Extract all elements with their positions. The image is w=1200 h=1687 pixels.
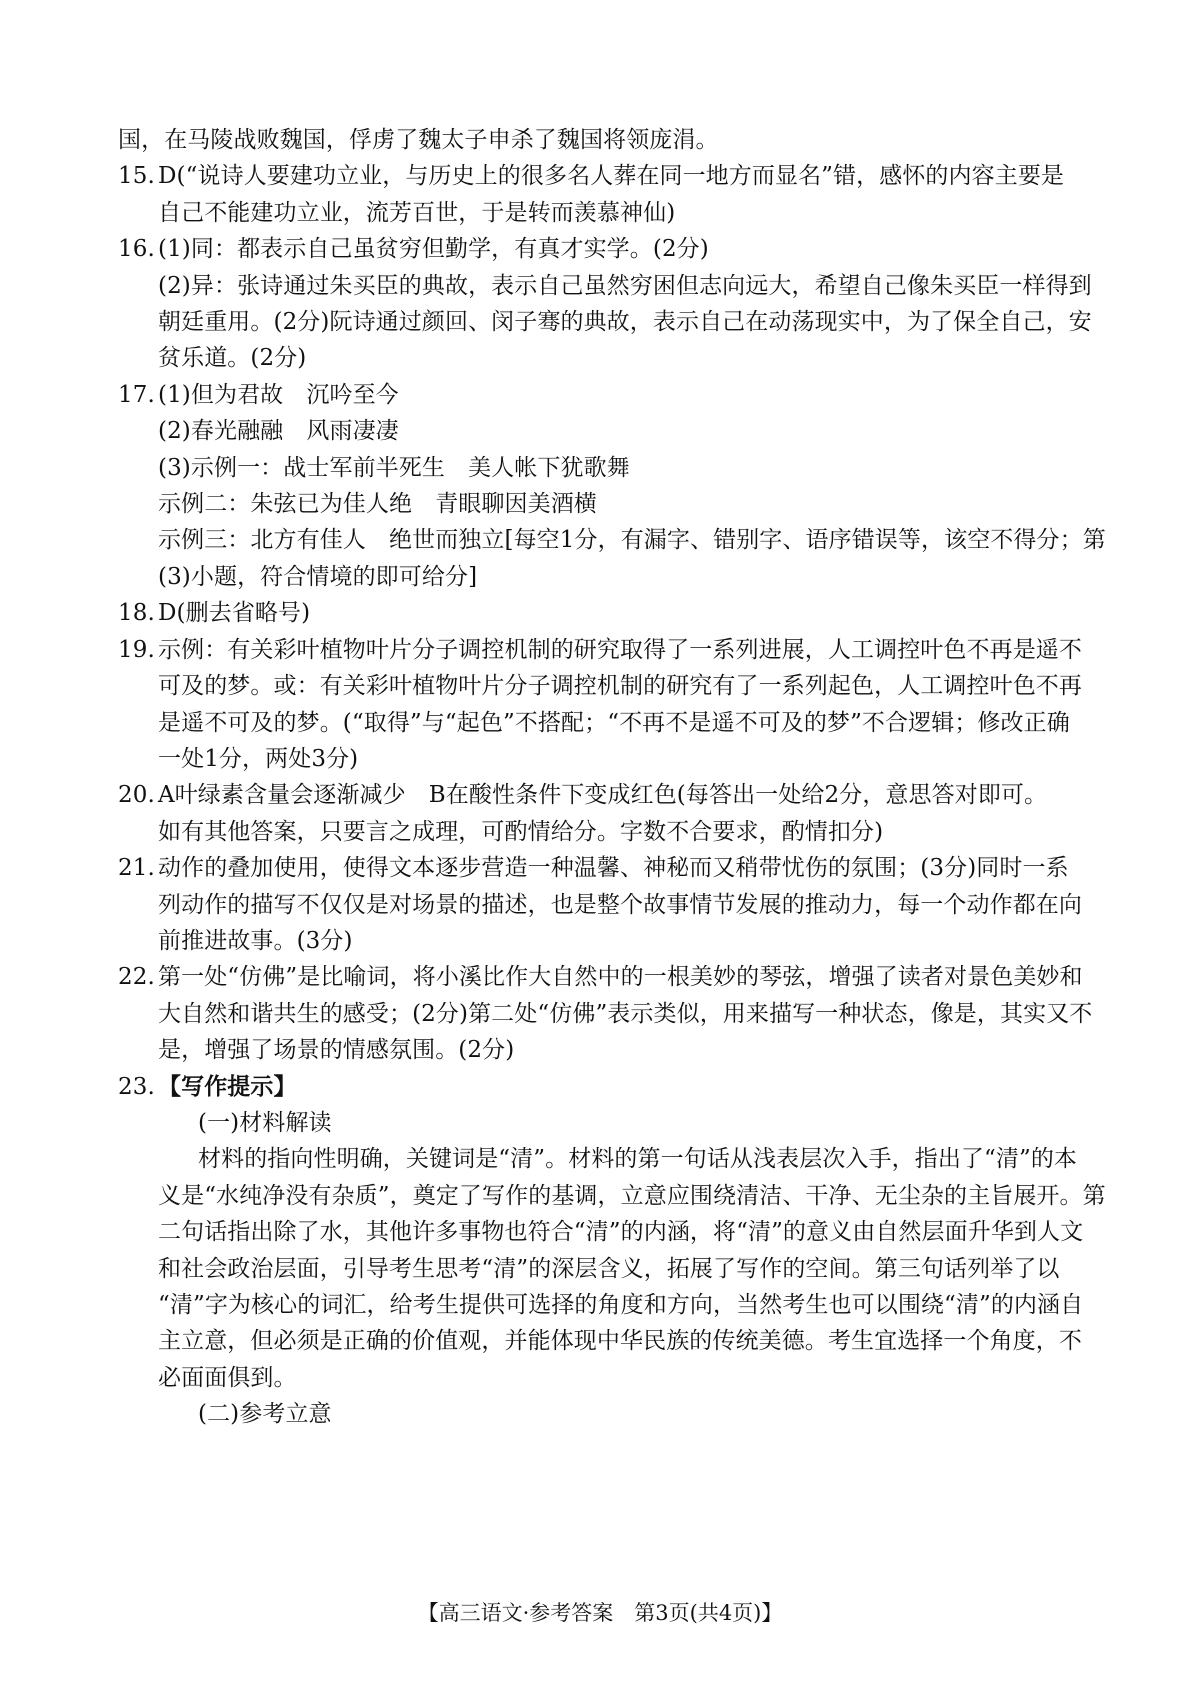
answer-line: 示例二：朱弦已为佳人绝 青眼聊因美酒横 xyxy=(158,491,597,518)
answer-line: (1)同：都表示自己虽贫穷但勤学，有真才实学。(2分) xyxy=(158,236,709,263)
item-number: 16. xyxy=(118,236,155,263)
answer-item-23 xyxy=(118,1069,1106,1433)
answer-item-22 xyxy=(118,959,1093,1068)
section-heading: (一)材料解读 xyxy=(198,1109,332,1136)
paragraph-line: 材料的指向性明确，关键词是“清”。材料的第一句话从浅表层次入手，指出了“清”的本 xyxy=(198,1146,1078,1173)
answer-content xyxy=(118,122,1106,1433)
answer-line: (2)春光融融 风雨凄凄 xyxy=(158,418,399,445)
item-number: 17. xyxy=(118,381,155,408)
section-heading: (二)参考立意 xyxy=(198,1401,332,1428)
answer-line: 示例三：北方有佳人 绝世而独立[每空1分，有漏字、错别字、语序错误等，该空不得分；第 xyxy=(158,527,1106,554)
answer-line: (3)小题，符合情境的即可给分] xyxy=(158,563,478,590)
answer-line: 示例：有关彩叶植物叶片分子调控机制的研究取得了一系列进展，人工调控叶色不再是遥不 xyxy=(158,636,1082,663)
item-number: 22. xyxy=(118,964,155,991)
answer-item-16 xyxy=(118,231,1092,377)
answer-item-15 xyxy=(118,158,1080,231)
item-number: 18. xyxy=(118,600,155,627)
answer-line: 列动作的描写不仅仅是对场景的描述，也是整个故事情节发展的推动力，每一个动作都在向 xyxy=(158,891,1082,918)
answer-line: 是遥不可及的梦。(“取得”与“起色”不搭配；“不再不是遥不可及的梦”不合逻辑；修改正确 xyxy=(158,709,1070,736)
answer-line: (3)示例一：战士军前半死生 美人帐下犹歌舞 xyxy=(158,454,630,481)
answer-line: 贫乐道。(2分) xyxy=(158,345,307,372)
answer-line: 动作的叠加使用，使得文本逐步营造一种温馨、神秘而又稍带忧伤的氛围；(3分)同时一系 xyxy=(158,855,1069,882)
answer-item-19 xyxy=(118,632,1080,778)
answer-item-20 xyxy=(118,777,1080,850)
answer-line: 朝廷重用。(2分)阮诗通过颜回、闵子骞的典故，表示自己在动荡现实中，为了保全自己，安 xyxy=(158,309,1092,336)
answer-line: A叶绿素含量会逐渐减少 B在酸性条件下变成红色(每答出一处给2分，意思答对即可。 xyxy=(158,782,1048,809)
paragraph-line: 义是“水纯净没有杂质”，奠定了写作的基调，立意应围绕清洁、干净、无尘杂的主旨展开。第 xyxy=(158,1182,1106,1209)
paragraph-line: 必面面俱到。 xyxy=(158,1364,297,1391)
answer-item-21 xyxy=(118,850,1080,959)
answer-item-18 xyxy=(118,595,1080,631)
item-number: 23. xyxy=(118,1073,155,1100)
answer-line: 如有其他答案，只要言之成理，可酌情给分。字数不合要求，酌情扣分) xyxy=(158,818,884,845)
answer-line: 自己不能建功立业，流芳百世，于是转而羡慕神仙) xyxy=(158,199,676,226)
answer-line: (2)异：张诗通过朱买臣的典故，表示自己虽然穷困但志向远大，希望自己像朱买臣一样得到 xyxy=(158,272,1092,299)
page-footer: 【高三语文·参考答案 第3页(共4页)】 xyxy=(417,1601,783,1625)
answer-item-17 xyxy=(118,377,1106,595)
item-number: 20. xyxy=(118,782,155,809)
paragraph-line: “清”字为核心的词汇，给考生提供可选择的角度和方向，当然考生也可以围绕“清”的内涵自 xyxy=(158,1292,1084,1318)
paragraph-line: 二句话指出除了水，其他许多事物也符合“清”的内涵，将“清”的意义由自然层面升华到人文 xyxy=(158,1219,1084,1246)
answer-line: 是，增强了场景的情感氛围。(2分) xyxy=(158,1037,515,1064)
answer-line: (1)但为君故 沉吟至今 xyxy=(158,381,399,408)
answer-line: 一处1分，两处3分) xyxy=(158,745,359,772)
item-number: 15. xyxy=(118,163,155,190)
answer-line: 第一处“仿佛”是比喻词，将小溪比作大自然中的一根美妙的琴弦，增强了读者对景色美妙和 xyxy=(158,964,1083,991)
answer-line: 可及的梦。或：有关彩叶植物叶片分子调控机制的研究有了一系列起色，人工调控叶色不再 xyxy=(158,673,1082,700)
answer-line: D(删去省略号) xyxy=(158,600,311,627)
paragraph-line: 和社会政治层面，引导考生思考“清”的深层含义，拓展了写作的空间。第三句话列举了以 xyxy=(158,1255,1060,1282)
paragraph-line: 主立意，但必须是正确的价值观，并能体现中华民族的传统美德。考生宜选择一个角度，不 xyxy=(158,1328,1082,1355)
answer-line: 前推进故事。(3分) xyxy=(158,927,353,954)
answer-line: 大自然和谐共生的感受；(2分)第二处“仿佛”表示类似，用来描写一种状态，像是，其实又不 xyxy=(158,1000,1093,1027)
item-number: 21. xyxy=(118,855,155,882)
item-number: 19. xyxy=(118,636,155,663)
answer-line: D(“说诗人要建功立业，与历史上的很多名人葬在同一地方而显名”错，感怀的内容主要是 xyxy=(158,163,1065,190)
writing-tips-heading: 【写作提示】 xyxy=(158,1072,297,1100)
continuation-line: 国，在马陵战败魏国，俘虏了魏太子申杀了魏国将领庞涓。 xyxy=(118,127,719,153)
